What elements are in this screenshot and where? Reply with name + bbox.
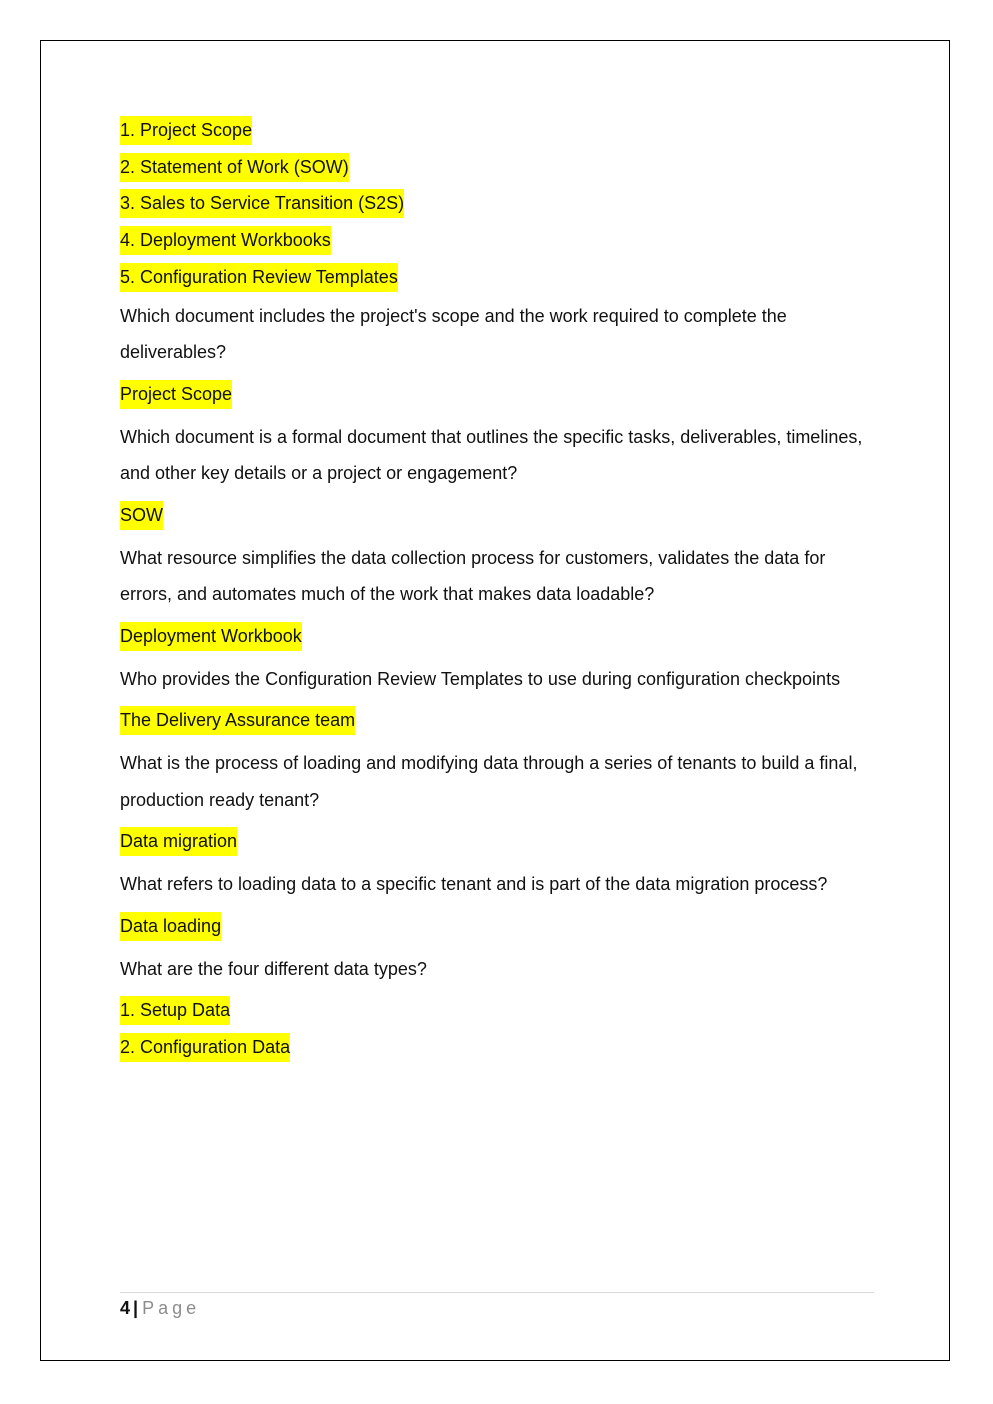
list-item: [120, 1033, 880, 1059]
answer-item: [120, 380, 880, 406]
footer-separator: |: [133, 1298, 139, 1318]
highlighted-text: 5. Configuration Review Templates: [120, 263, 398, 292]
page-footer: [120, 1292, 874, 1320]
answer-text: Data loading: [120, 912, 221, 941]
answer-text: Project Scope: [120, 380, 232, 409]
list-item: [120, 263, 880, 289]
highlighted-text: 1. Project Scope: [120, 116, 252, 145]
list-item: [120, 116, 880, 142]
answer-item: [120, 706, 880, 732]
list-item: [120, 996, 880, 1022]
answer-text: The Delivery Assurance team: [120, 706, 355, 735]
answer-item: [120, 827, 880, 853]
page-label: Page: [142, 1298, 201, 1318]
page-number: 4: [120, 1298, 131, 1318]
question-text: What is the process of loading and modifying data through a series of tenants to build a final, production ready tenant?: [120, 753, 858, 810]
list-item: [120, 153, 880, 179]
question-text: Who provides the Configuration Review Templates to use during configuration checkpoints: [120, 668, 841, 689]
question-text: Which document is a formal document that outlines the specific tasks, deliverables, timelines, and other key details or a project or engagement?: [120, 426, 863, 484]
answer-item: [120, 501, 880, 527]
highlighted-text: 1. Setup Data: [120, 996, 230, 1025]
highlighted-text: 2. Statement of Work (SOW): [120, 153, 349, 182]
question-text: What refers to loading data to a specific tenant and is part of the data migration process?: [120, 874, 828, 895]
highlighted-text: 3. Sales to Service Transition (S2S): [120, 189, 404, 218]
answer-text: Deployment Workbook: [120, 622, 302, 651]
list-item: [120, 226, 880, 252]
data-types-list: [120, 996, 880, 1059]
answer-text: SOW: [120, 501, 163, 530]
document-body: [120, 116, 880, 1070]
topic-list: [120, 116, 880, 289]
question-text: Which document includes the project's scope and the work required to complete the deliverables?: [120, 305, 787, 363]
answer-item: [120, 912, 880, 938]
question-text: What resource simplifies the data collection process for customers, validates the data for errors, and automates much of the work that makes data loadable?: [120, 547, 826, 605]
list-item: [120, 189, 880, 215]
highlighted-text: 2. Configuration Data: [120, 1033, 290, 1062]
question-text: What are the four different data types?: [120, 958, 427, 979]
answer-item: [120, 622, 880, 648]
highlighted-text: 4. Deployment Workbooks: [120, 226, 331, 255]
answer-text: Data migration: [120, 827, 237, 856]
